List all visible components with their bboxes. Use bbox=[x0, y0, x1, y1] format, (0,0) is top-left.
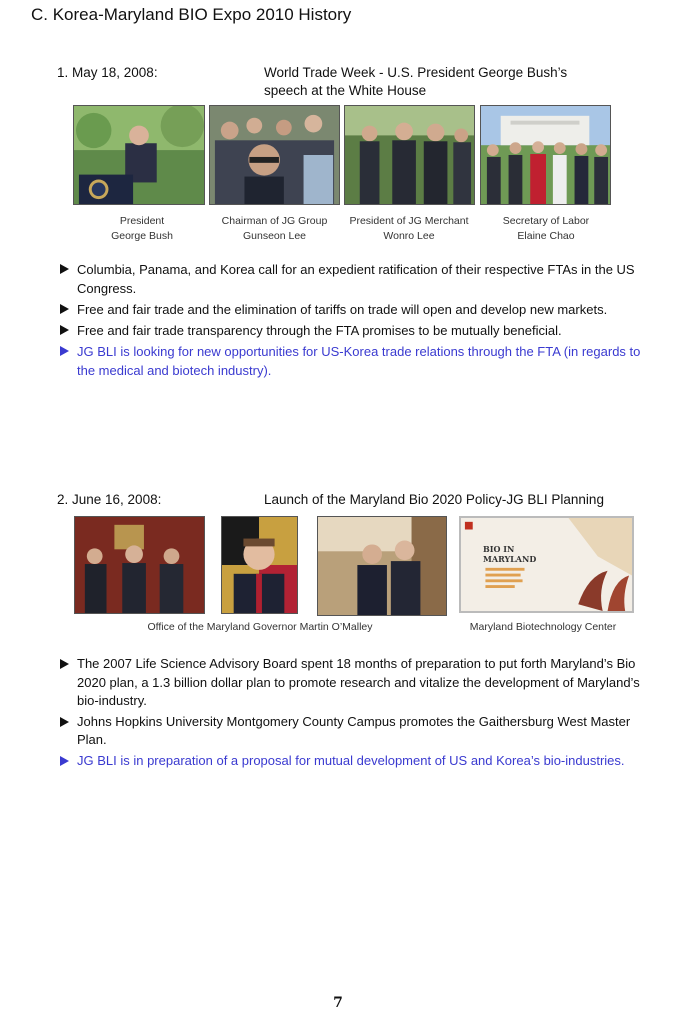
list-item: Johns Hopkins University Montgomery County Campus promotes the Gaithersburg West Master Plan. bbox=[60, 713, 660, 750]
caption-chao-line1: Secretary of Labor bbox=[502, 215, 590, 227]
photo-martin-omalley bbox=[221, 516, 298, 614]
section2-bullet-list bbox=[60, 655, 660, 772]
photo-wonro-lee bbox=[344, 105, 475, 205]
list-item: Columbia, Panama, and Korea call for an expedient ratification of their respective FTAs in the US Congress. bbox=[60, 260, 660, 298]
photo-handshake-stairs bbox=[317, 516, 447, 616]
photo-crowd-gunseon-lee bbox=[209, 105, 340, 205]
triangle-bullet-icon bbox=[60, 304, 69, 314]
bio-logo-line2: MARYLAND bbox=[483, 554, 537, 564]
caption-bush-line2: George Bush bbox=[111, 230, 173, 242]
caption-gunseon-line2: Gunseon Lee bbox=[242, 230, 307, 242]
caption-elaine-chao bbox=[486, 214, 606, 244]
list-item: The 2007 Life Science Advisory Board spent 18 months of preparation to put forth Maryland’s Bio 2020 plan, a 1.3 billion dollar plan to promote research and vitalize the development of Maryland’s bio-industry. bbox=[60, 655, 660, 711]
section1-heading-line2: speech at the White House bbox=[264, 83, 427, 98]
caption-wonro-line1: President of JG Merchant bbox=[349, 215, 469, 227]
highlight-item: JG BLI is in preparation of a proposal for mutual development of US and Korea’s bio-industries. bbox=[60, 752, 660, 771]
triangle-bullet-icon bbox=[60, 264, 69, 274]
triangle-bullet-icon bbox=[60, 659, 69, 669]
highlight-item: JG BLI is looking for new opportunities for US-Korea trade relations through the FTA (in regards to the medical and biotech industry). bbox=[60, 342, 660, 380]
section1-heading-line1: World Trade Week - U.S. President George Bush’s bbox=[264, 65, 568, 80]
caption-governor-office: Office of the Maryland Governor Martin O’Malley bbox=[147, 621, 373, 633]
photo-elaine-chao-white-house bbox=[480, 105, 611, 205]
triangle-bullet-icon bbox=[60, 756, 69, 766]
photo-governor-office-group bbox=[74, 516, 205, 614]
list-item: Free and fair trade transparency through the FTA promises to be mutually beneficial. bbox=[60, 321, 660, 340]
section2-heading: Launch of the Maryland Bio 2020 Policy-JG BLI Planning bbox=[264, 492, 604, 507]
bio-logo-line1: BIO IN bbox=[483, 544, 515, 554]
caption-gunseon-line1: Chairman of JG Group bbox=[221, 215, 328, 227]
triangle-bullet-icon bbox=[60, 325, 69, 335]
caption-bush-line1: President bbox=[119, 215, 165, 227]
caption-wonro-lee bbox=[336, 214, 482, 244]
caption-wonro-line2: Wonro Lee bbox=[383, 230, 435, 242]
caption-chao-line2: Elaine Chao bbox=[517, 230, 575, 242]
bio-in-maryland-banner bbox=[459, 516, 634, 613]
page-number: 7 bbox=[333, 995, 343, 1011]
bio-in-maryland-logo bbox=[483, 544, 536, 564]
caption-bush bbox=[92, 214, 192, 244]
triangle-bullet-icon bbox=[60, 717, 69, 727]
list-item: Free and fair trade and the elimination of tariffs on trade will open and develop new markets. bbox=[60, 300, 660, 319]
section1-bullet-list bbox=[60, 260, 660, 382]
triangle-bullet-icon bbox=[60, 346, 69, 356]
section1-date: 1. May 18, 2008: bbox=[57, 65, 158, 80]
caption-gunseon-lee bbox=[209, 214, 340, 244]
caption-biotech-center: Maryland Biotechnology Center bbox=[469, 621, 617, 633]
section2-date: 2. June 16, 2008: bbox=[57, 492, 162, 507]
page-title: C. Korea-Maryland BIO Expo 2010 History bbox=[31, 5, 352, 24]
photo-bush-podium bbox=[73, 105, 205, 205]
